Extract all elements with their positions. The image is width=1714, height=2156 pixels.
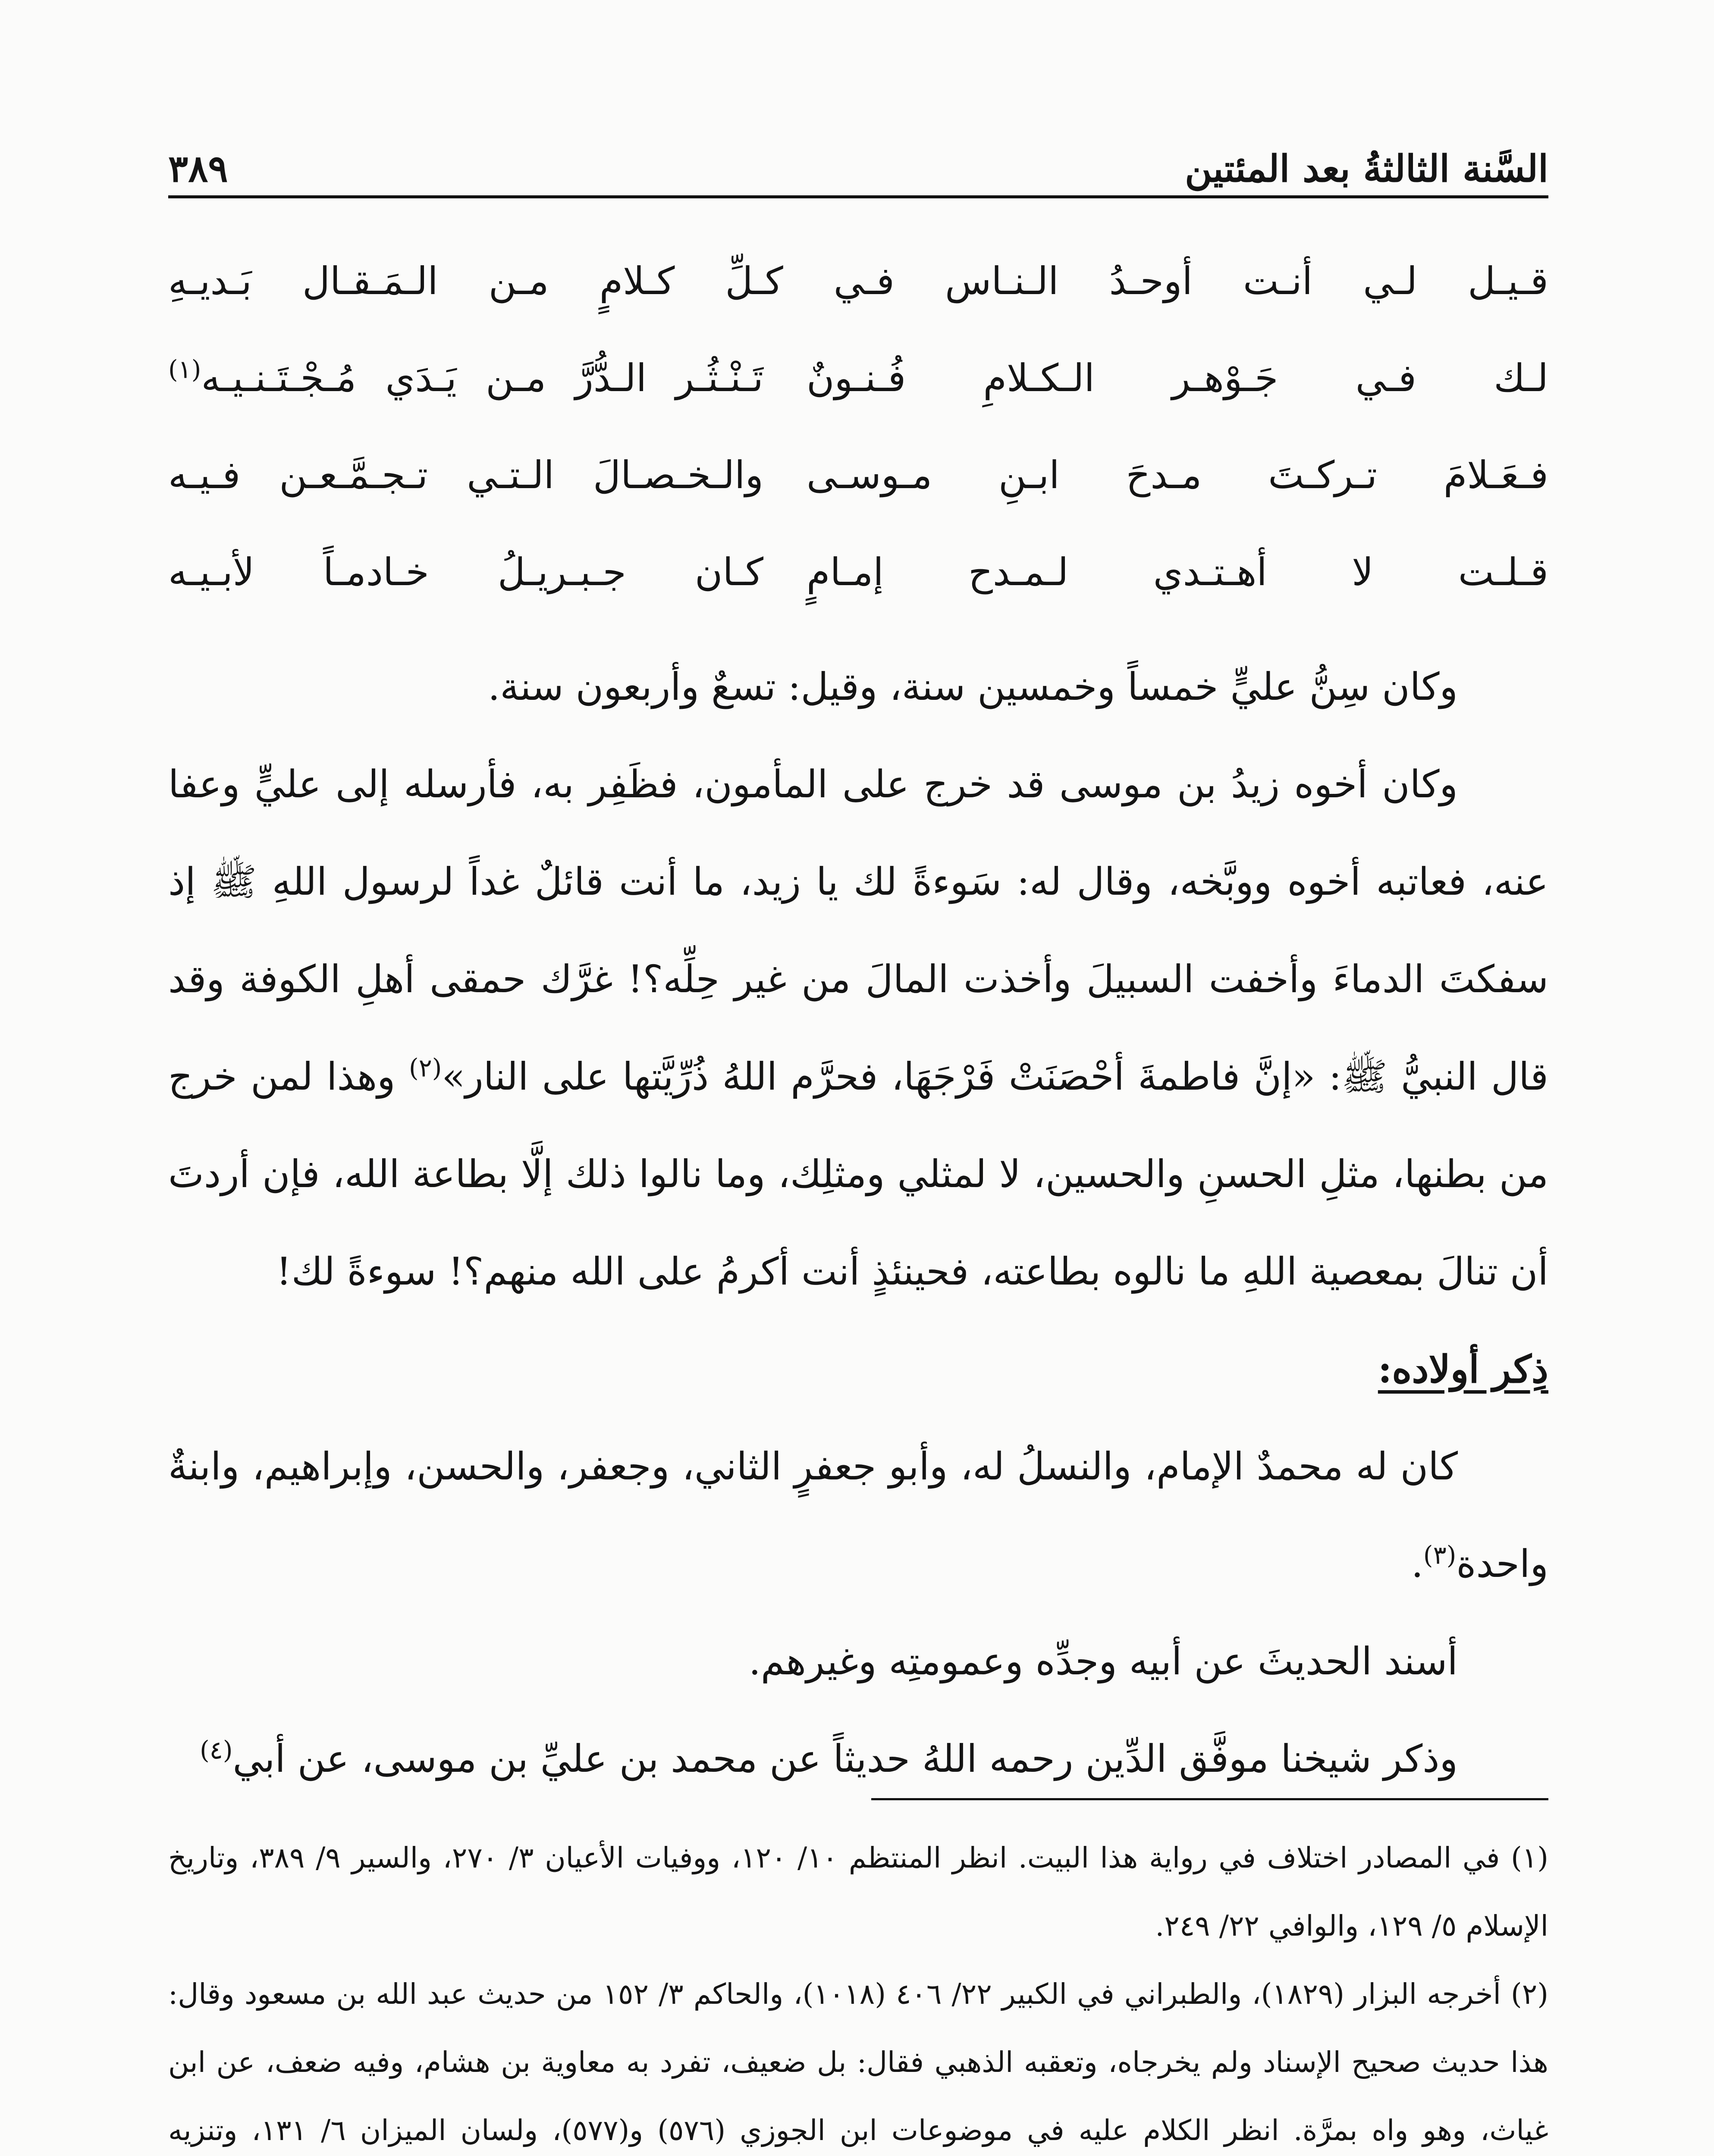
poem (168, 241, 1548, 630)
paragraph: أسند الحديثَ عن أبيه وجدِّه وعمومتِه وغيرهم. (748, 1639, 1458, 1683)
paragraph-text: . (1411, 1542, 1423, 1586)
verse-second-hemistich-text: تَـنْـثُـر الـدُّرَّ مـن يَـدَي مُـجْـتَـنـيـه (201, 356, 763, 400)
footnotes (168, 1824, 1548, 2156)
paragraph (168, 1418, 1548, 1613)
verse-first-hemistich: قـلـت لا أهـتـدي لـمـدح إمـامٍ (807, 550, 1548, 594)
verse-line (168, 436, 1548, 533)
paragraph: وكان سِنُّ عليٍّ خمساً وخمسين سنة، وقيل: تسعٌ وأربعون سنة. (488, 664, 1458, 709)
header-rule (168, 195, 1548, 198)
verse-first-hemistich: فـعَـلامَ تـركـتَ مـدحَ ابـنِ مـوسـى (807, 453, 1548, 497)
verse-line (168, 241, 1548, 338)
verse-second-hemistich: والـخـصـالَ الـتـي تـجـمَّـعـن فـيـه (168, 453, 763, 497)
page-number: ٣٨٩ (168, 147, 228, 191)
verse-first-hemistich: لـك فـي جَـوْهـر الـكـلامِ فُـنـونٌ (807, 356, 1548, 400)
verse-second-hemistich: كـان جـبـريـلُ خـادمـاً لأبـيـه (168, 550, 763, 594)
footnote: (٢) أخرجه البزار (١٨٢٩)، والطبراني في الكبير ٢٢/ ٤٠٦ (١٠١٨)، والحاكم ٣/ ١٥٢ من حديث عبد الله بن مسعود وقال: هذا حديث صحيح الإسناد ولم يخرجاه، وتعقبه الذهبي فقال: بل ضعيف، تفرد به معاوية بن هشام، وفيه ضعف، عن ابن غياث، وهو واه بمرَّة. انظر الكلام عليه في موضوعات ابن الجوزي (٥٧٦) و(٥٧٧)، ولسان الميزان ٦/ ١٣١، وتنزيه (168, 1977, 1549, 2147)
footnote-marker: (٣) (1423, 1540, 1457, 1570)
footnote: (١) في المصادر اختلاف في رواية هذا البيت. انظر المنتظم ١٠/ ١٢٠، ووفيات الأعيان ٣/ ٢٧٠، والسير ٩/ ٣٨٩، وتاريخ الإسلام ٥/ ١٢٩، والوافي ٢٢/ ٢٤٩. (168, 1841, 1549, 1943)
section-heading: ذِكر أولاده: (1378, 1347, 1548, 1391)
footnote-marker: (٤) (200, 1735, 233, 1765)
paragraph-text: وذكر شيخنا موفَّق الدِّين رحمه اللهُ حديثاً عن محمد بن عليِّ بن موسى، عن أبي (232, 1736, 1458, 1781)
running-title: السَّنة الثالثةُ بعد المئتين (1185, 147, 1548, 191)
verse-line (168, 338, 1548, 436)
verse-full: قـيـل لـي أنـت أوحـدُ الـنـاس فـي كـلِّ كـلامٍ مـن الـمَـقـال بَـديـهِ (168, 259, 1549, 303)
footnote-marker: (٢) (409, 1053, 442, 1083)
page-header (168, 129, 1548, 198)
paragraph-text: وهذا لمن خرج من بطنها، مثلِ الحسنِ والحسين، لا لمثلي ومثلِك، وما نالوا ذلك إلَّا بطاعة الله، فإن أردتَ أن تنالَ بمعصية اللهِ ما نالوه بطاعته، فحينئذٍ أنت أكرمُ على الله منهم؟! سوءةً لك! (168, 1054, 1548, 1294)
paragraph-text: وكان أخوه زيدُ بن موسى قد خرج على المأمون، فظَفِر به، فأرسله إلى عليٍّ وعفا عنه، فعاتبه أخوه ووبَّخه، وقال له: سَوءةً لك يا زيد، ما أنت قائلٌ غداً لرسول اللهِ ﷺ إذ سفكتَ الدماءَ وأخفت السبيلَ وأخذت المالَ من غير حِلِّه؟! غرَّك حمقى أهلِ الكوفة وقد قال النبيُّ ﷺ: «إنَّ فاطمةَ أحْصَنَتْ فَرْجَهَا، فحرَّم اللهُ ذُرِّيَّتها على النار» (168, 762, 1548, 1099)
main-text (168, 638, 1548, 1808)
paragraph (168, 736, 1548, 1320)
verse-line (168, 533, 1548, 630)
paragraph (168, 1710, 1548, 1808)
paragraph-text: كان له محمدٌ الإمام، والنسلُ له، وأبو جعفرٍ الثاني، وجعفر، والحسن، وإبراهيم، وابنةٌ واحدة (168, 1444, 1548, 1586)
verse-second-hemistich (168, 356, 763, 400)
footnote-separator (871, 1798, 1548, 1800)
footnote-marker: (١) (168, 354, 201, 384)
